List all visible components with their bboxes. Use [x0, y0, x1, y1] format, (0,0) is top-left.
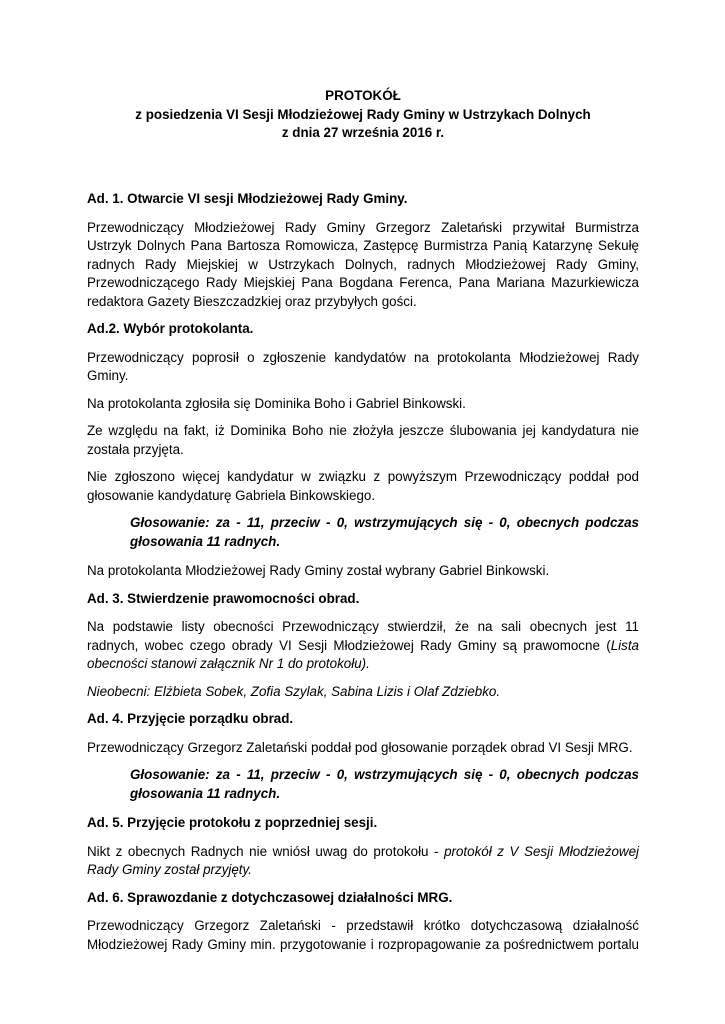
document-body — [87, 190, 639, 963]
paragraph-ad4-agenda: Przewodniczący Grzegorz Zaletański poddał pod głosowanie porządek obrad VI Sesji MRG. — [87, 739, 633, 755]
section-heading-ad1: Ad. 1. Otwarcie VI sesji Młodzieżowej Rady Gminy. — [87, 191, 408, 206]
document-title: PROTOKÓŁ — [325, 88, 401, 103]
vote-result-ad2: Głosowanie: za - 11, przeciw - 0, wstrzymujących się - 0, obecnych podczas głosowania 11 radnych. — [130, 515, 639, 549]
paragraph-ad2-vote-intro: Nie zgłoszono więcej kandydatur w związku z powyższym Przewodniczący poddał pod głosowanie kandydaturę Gabriela Binkowskiego. — [87, 469, 639, 503]
paragraph-ad2-candidates: Na protokolanta zgłosiła się Dominika Boho i Gabriel Binkowski. — [87, 395, 466, 411]
section-heading-ad4: Ad. 4. Przyjęcie porządku obrad. — [87, 711, 294, 726]
paragraph-ad3-quorum — [87, 618, 639, 674]
paragraph-ad2-request: Przewodniczący poprosił o zgłoszenie kandydatów na protokolanta Młodzieżowej Rady Gminy. — [87, 349, 639, 383]
paragraph-ad3-absent: Nieobecni: Elżbieta Sobek, Zofia Szylak, Sabina Lizis i Olaf Zdziebko. — [87, 683, 501, 699]
paragraph-ad5-minutes — [87, 843, 639, 880]
section-heading-ad2: Ad.2. Wybór protokolanta. — [87, 321, 254, 336]
paragraph-ad1-welcome: Przewodniczący Młodzieżowej Rady Gminy Grzegorz Zaletański przywitał Burmistrza Ustrzyk Dolnych Pana Bartosza Romowicza, Zastępcę Burmistrza Panią Katarzynę Sekułę radnych Rady Miejskiej w Ustrzykach Dolnych, radnych Młodzieżowej Rady Gminy, Przewodniczącego Rady Miejskiej Pana Bogdana Ferenca, Pana Mariana Mazurkiewicza redaktora Gazety Bieszczadzkiej oraz przybyłych gości. — [87, 219, 639, 309]
minutes-text: Nikt z obecnych Radnych nie wniósł uwag do protokołu - — [87, 843, 445, 859]
document-header — [87, 87, 639, 143]
vote-result-ad4: Głosowanie: za - 11, przeciw - 0, wstrzymujących się - 0, obecnych podczas głosowania 11 radnych. — [130, 767, 639, 801]
attendance-note: Lista obecności stanowi załącznik Nr 1 do protokołu). — [87, 637, 639, 671]
paragraph-ad2-result: Na protokolanta Młodzieżowej Rady Gminy został wybrany Gabriel Binkowski. — [87, 563, 550, 578]
quorum-text: Na podstawie listy obecności Przewodniczący stwierdził, że na sali obecnych jest 11 radnych, wobec czego obrady VI Sesji Młodzieżowej Rady Gminy są prawomocne ( — [87, 619, 639, 653]
document-subtitle: z posiedzenia VI Sesji Młodzieżowej Rady Gminy w Ustrzykach Dolnych — [135, 106, 591, 122]
section-heading-ad3: Ad. 3. Stwierdzenie prawomocności obrad. — [87, 590, 360, 606]
paragraph-ad2-rejection: Ze względu na fakt, iż Dominika Boho nie złożyła jeszcze ślubowania jej kandydatura nie została przyjęta. — [87, 423, 639, 457]
section-heading-ad5: Ad. 5. Przyjęcie protokołu z poprzedniej sesji. — [87, 815, 378, 830]
document-date: z dnia 27 września 2016 r. — [281, 125, 445, 140]
minutes-accepted-note: protokół z V Sesji Młodzieżowej Rady Gminy został przyjęty. — [87, 843, 639, 877]
paragraph-ad6-report: Przewodniczący Grzegorz Zaletański - przedstawił krótko dotychczasową działalność Młodzieżowej Rady Gminy min. przygotowanie i rozpropagowanie za pośrednictwem portalu — [87, 918, 639, 952]
section-heading-ad6: Ad. 6. Sprawozdanie z dotychczasowej działalności MRG. — [87, 889, 453, 905]
